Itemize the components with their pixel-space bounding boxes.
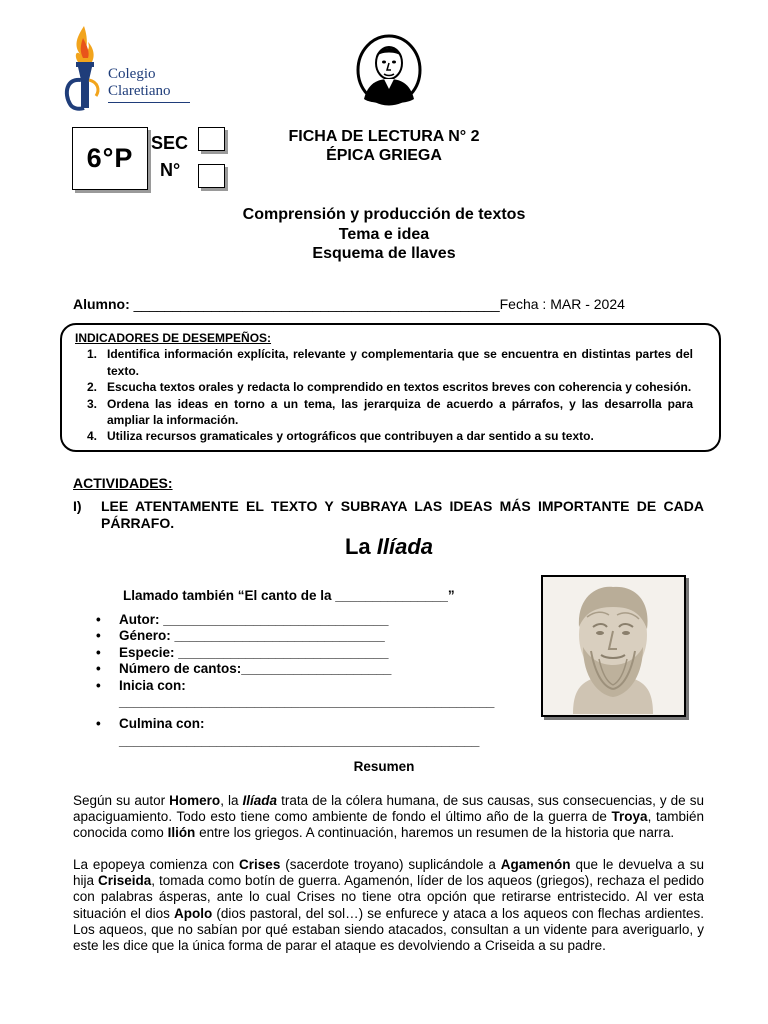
field-especie[interactable]: • Especie: ____________________________: [96, 644, 389, 660]
school-logo: [62, 24, 192, 114]
fecha-text: Fecha : MAR - 2024: [499, 296, 625, 312]
number-label: N°: [160, 160, 181, 180]
reading-fields-list: [96, 612, 494, 749]
field-autor[interactable]: • Autor: ______________________________: [96, 612, 389, 627]
indicator-item: 1. Identifica información explícita, relevante y complementaria que se encuentra en distintas partes del texto.: [86, 347, 693, 378]
section-label: SEC: [151, 133, 189, 153]
indicator-item: 4. Utiliza recursos gramaticales y ortográficos que contribuyen a dar sentido a su texto.: [86, 429, 594, 444]
culmina-blank-line[interactable]: ________________________________________________: [119, 732, 480, 748]
indicators-title: INDICADORES DE DESEMPEÑOS:: [75, 331, 272, 345]
alumno-blank-line[interactable]: _______________________________________________: [133, 296, 500, 312]
worksheet-title: FICHA DE LECTURA N° 2 ÉPICA GRIEGA: [288, 128, 480, 164]
number-input-box[interactable]: [198, 164, 225, 188]
field-culmina: • Culmina con:: [96, 716, 205, 732]
homer-bust-image: [541, 575, 686, 717]
activity-item: I) LEE ATENTAMENTE EL TEXTO Y SUBRAYA LAS IDEAS MÁS IMPORTANTE DE CADA PÁRRAFO.: [73, 498, 704, 531]
founder-portrait-emblem: [354, 33, 424, 111]
worksheet-subtitle: Comprensión y producción de textos Tema e idea Esquema de llaves: [242, 206, 526, 262]
indicator-item: 2. Escucha textos orales y redacta lo comprendido en textos escritos breves con coherencia y cohesión.: [86, 380, 692, 395]
indicator-item: 3. Ordena las ideas en torno a un tema, las jerarquiza de acuerdo a párrafos, y las desarrolla para ampliar la información.: [86, 396, 693, 428]
summary-paragraph-2: La epopeya comienza con Crises (sacerdote troyano) suplicándole a Agamenón que le devuelva a su hija Criseida, tomada como botín de guerra. Agamenón, líder de los aqueos (griegos), rechaza el pedido con palabras ásperas, ante lo cual Crises no tiene otra opción que retirarse entristecido. Al ver esta situación el dios Apolo (dios pastoral, del sol…) se enfurece y ataca a los aqueos con flechas ardientes. Los aqueos, que no sabían por qué estaban siendo atacados, consultan a un vidente para averiguarlo, y este les dice que la única forma de parar el ataque es devolviendo a Criseida a su padre.: [73, 857, 705, 954]
field-inicia: • Inicia con:: [96, 677, 186, 693]
school-name: Colegio Claretiano: [108, 66, 171, 99]
activities-title: ACTIVIDADES:: [73, 475, 173, 491]
field-genero[interactable]: • Género: ____________________________: [96, 628, 385, 644]
grade-box: 6°P: [72, 127, 148, 190]
indicators-box: [60, 323, 721, 452]
reading-title: La Ilíada: [344, 534, 434, 559]
section-input-box[interactable]: [198, 127, 225, 151]
field-numero-cantos[interactable]: • Número de cantos:____________________: [96, 661, 392, 677]
torch-icon: [62, 24, 108, 114]
resumen-title: Resumen: [353, 759, 415, 774]
student-row: [73, 296, 625, 312]
llamado-line: Llamado también “El canto de la _______________”: [123, 588, 455, 603]
inicia-blank-line[interactable]: __________________________________________________: [119, 694, 495, 710]
summary-paragraph-1: Según su autor Homero, la Ilíada trata de la cólera humana, de sus causas, sus consecuencias, y de su apaciguamiento. Todo esto tiene como ambiente de fondo el último año de la guerra de Troya, también conocida como Ilión entre los griegos. A continuación, haremos un resumen de la historia que narra.: [73, 793, 705, 841]
logo-underline: [108, 102, 190, 103]
alumno-label: Alumno:: [73, 296, 130, 312]
